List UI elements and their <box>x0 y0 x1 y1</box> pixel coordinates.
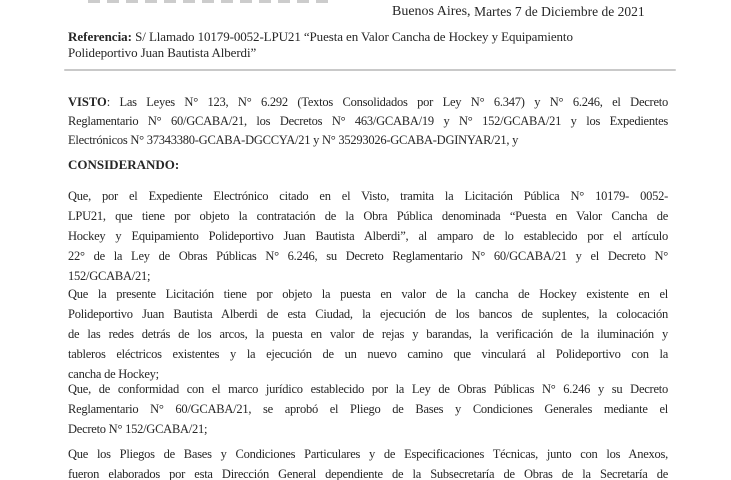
text-line: Polideportivo Juan Bautista Alberdi de esta Ciudad, la ejecución de los bancos de suplentes, la colocación <box>68 307 668 321</box>
reference-text: S/ Llamado 10179-0052-LPU21 “Puesta en Valor Cancha de Hockey y Equipamiento <box>132 29 573 44</box>
text-line: Reglamentario N° 60/GCABA/21, los Decretos N° 463/GCABA/19 y N° 152/GCABA/21 y los Expedientes <box>68 114 668 128</box>
text-line <box>68 29 668 45</box>
date-value: Martes 7 de Diciembre de 2021 <box>474 4 645 19</box>
text-line: Que los Pliegos de Bases y Condiciones Particulares y de Especificaciones Técnicas, junto con los Anexos, <box>68 447 668 461</box>
visto-label: VISTO <box>68 95 107 109</box>
text-line: Que, por el Expediente Electrónico citado en el Visto, tramita la Licitación Pública N° 10179- 0052- <box>68 189 668 203</box>
horizontal-rule <box>64 69 676 71</box>
text-line: Que la presente Licitación tiene por objeto la puesta en valor de la cancha de Hockey existente en el <box>68 287 668 301</box>
text-line: Polideportivo Juan Bautista Alberdi” <box>68 45 257 60</box>
text-line: Hockey y Equipamiento Polideportivo Juan Bautista Alberdi”, al amparo de lo establecido por el artículo <box>68 229 668 243</box>
reference-label: Referencia: <box>68 29 133 44</box>
paragraph-2 <box>68 284 668 384</box>
paragraph-3 <box>68 379 668 439</box>
text-line: cancha de Hockey; <box>68 367 159 381</box>
text-line: 22° de la Ley de Obras Públicas N° 6.246, su Decreto Reglamentario N° 60/GCABA/21 y el Decreto N° <box>68 249 668 263</box>
text-line: Que, de conformidad con el marco jurídico establecido por la Ley de Obras Públicas N° 6.246 y su Decreto <box>68 382 668 396</box>
text-line: 152/GCABA/21; <box>68 269 151 283</box>
text-line: de las redes detrás de los arcos, la puesta en valor de rejas y barandas, la verificación de la iluminación y <box>68 327 668 341</box>
visto-lines <box>68 112 668 150</box>
visto-block <box>68 93 668 150</box>
reference-block <box>68 29 668 61</box>
text-line <box>68 93 668 112</box>
text-line: tableros eléctricos existentes y la ejecución de un nuevo camino que vinculará al Polideportivo con la <box>68 347 668 361</box>
paragraph-4 <box>68 444 668 480</box>
date-line <box>392 3 645 20</box>
considerando-heading: CONSIDERANDO: <box>68 157 180 172</box>
paragraph-1 <box>68 186 668 286</box>
text-line: Electrónicos N° 37343380-GCABA-DGCCYA/21 y N° 35293026-GCABA-DGINYAR/21, y <box>68 133 519 147</box>
text-line: LPU21, que tiene por objeto la contratación de la Obra Pública denominada “Puesta en Valor Cancha de <box>68 209 668 223</box>
text-line: Reglamentario N° 60/GCABA/21, se aprobó el Pliego de Bases y Condiciones Generales mediante el <box>68 402 668 416</box>
visto-text: : Las Leyes N° 123, N° 6.292 (Textos Consolidados por Ley N° 6.347) y N° 6.246, el Decreto <box>106 95 668 109</box>
city-label: Buenos Aires, <box>392 4 471 19</box>
cropped-text-remnant <box>88 0 333 3</box>
text-line: Decreto N° 152/GCABA/21; <box>68 422 208 436</box>
text-line: fueron elaborados por esta Dirección General dependiente de la Subsecretaría de Obras de la Secretaría de <box>68 467 668 480</box>
